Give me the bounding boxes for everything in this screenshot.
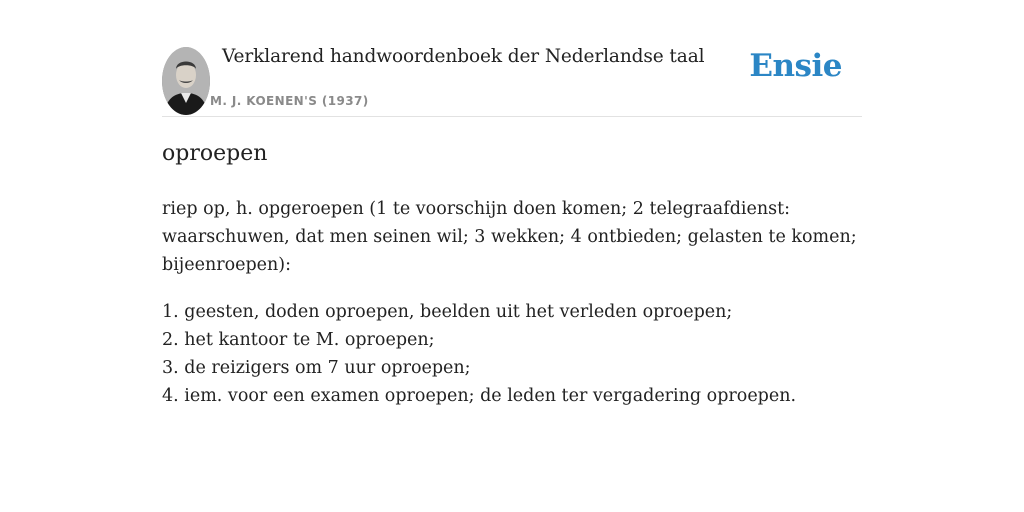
dictionary-header (162, 44, 862, 117)
dictionary-author: M. J. KOENEN'S (1937) (210, 94, 369, 108)
entry-definition: riep op, h. opgeroepen (1 te voorschijn doen komen; 2 telegraafdienst: waarschuwen, dat men seinen wil; 3 wekken; 4 ontbieden; gelasten te komen; bijeenroepen): (162, 199, 857, 275)
ensie-logo-link[interactable]: Ensie (749, 48, 842, 84)
example-item: 4. iem. voor een examen oproepen; de leden ter vergadering oproepen. (162, 386, 797, 406)
entry-content (162, 136, 862, 410)
author-portrait-image (162, 47, 210, 115)
entry-examples (162, 298, 862, 410)
example-item: 3. de reizigers om 7 uur oproepen; (162, 358, 471, 378)
entry-headword: oproepen (162, 141, 268, 166)
author-portrait (162, 47, 210, 115)
dictionary-title: Verklarend handwoordenboek der Nederlandse taal (222, 46, 705, 67)
example-item: 1. geesten, doden oproepen, beelden uit het verleden oproepen; (162, 302, 733, 322)
example-item: 2. het kantoor te M. oproepen; (162, 330, 435, 350)
